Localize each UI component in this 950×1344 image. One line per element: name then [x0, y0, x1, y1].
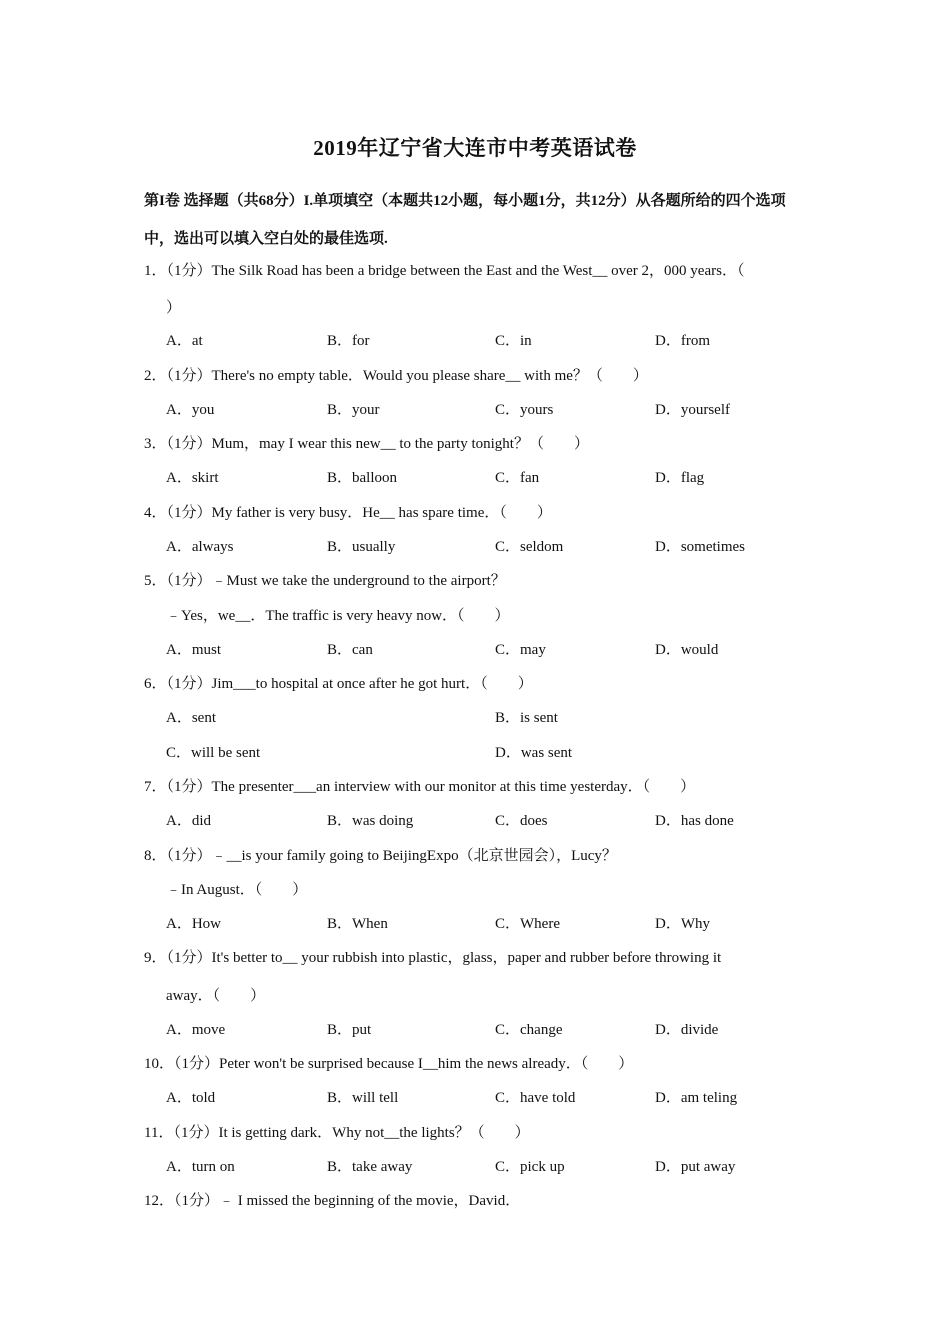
q10-option-c[interactable]: C．have told: [495, 1090, 576, 1106]
exam-title: 2019年辽宁省大连市中考英语试卷: [313, 136, 637, 160]
question-10-text: 10．（1分）Peter won't be surprised because I__him the news already．（ ）: [144, 1056, 634, 1072]
q8-option-b[interactable]: B．When: [327, 916, 388, 932]
question-5-text-cont: ﹣Yes，we__．The traffic is very heavy now．（ ）: [166, 608, 510, 624]
q7-option-b[interactable]: B．was doing: [327, 813, 414, 829]
q2-option-a[interactable]: A．you: [166, 402, 215, 418]
q9-option-c[interactable]: C．change: [495, 1022, 563, 1038]
q4-option-a[interactable]: A．always: [166, 539, 234, 555]
q4-option-d[interactable]: D．sometimes: [655, 539, 745, 555]
q3-option-c[interactable]: C．fan: [495, 470, 540, 486]
q9-option-b[interactable]: B．put: [327, 1022, 372, 1038]
q2-option-b[interactable]: B．your: [327, 402, 380, 418]
q7-option-a[interactable]: A．did: [166, 813, 212, 829]
q2-option-d[interactable]: D．yourself: [655, 402, 730, 418]
q10-option-b[interactable]: B．will tell: [327, 1090, 399, 1106]
q2-option-c[interactable]: C．yours: [495, 402, 554, 418]
q9-option-d[interactable]: D．divide: [655, 1022, 719, 1038]
q5-option-c[interactable]: C．may: [495, 642, 546, 658]
q8-option-d[interactable]: D．Why: [655, 916, 710, 932]
q6-option-d[interactable]: D．was sent: [495, 745, 573, 761]
question-9-text: 9．（1分）It's better to__ your rubbish into plastic，glass，paper and rubber before throwing it: [144, 950, 722, 966]
q11-option-d[interactable]: D．put away: [655, 1159, 736, 1175]
q6-option-c[interactable]: C．will be sent: [166, 745, 261, 761]
question-7-text: 7．（1分）The presenter___an interview with our monitor at this time yesterday．（ ）: [144, 779, 696, 795]
question-9-text-cont: away．（ ）: [166, 988, 266, 1004]
q5-option-a[interactable]: A．must: [166, 642, 222, 658]
question-8-text-cont: ﹣In August．（ ）: [166, 882, 308, 898]
q1-option-d[interactable]: D．from: [655, 333, 710, 349]
question-1-text-cont: ）: [166, 300, 182, 316]
q11-option-a[interactable]: A．turn on: [166, 1159, 235, 1175]
q1-option-a[interactable]: A．at: [166, 333, 203, 349]
q9-option-a[interactable]: A．move: [166, 1022, 226, 1038]
q1-option-b[interactable]: B．for: [327, 333, 370, 349]
q5-option-b[interactable]: B．can: [327, 642, 373, 658]
q11-option-c[interactable]: C．pick up: [495, 1159, 565, 1175]
q3-option-b[interactable]: B．balloon: [327, 470, 397, 486]
q4-option-c[interactable]: C．seldom: [495, 539, 564, 555]
q10-option-d[interactable]: D．am teling: [655, 1090, 738, 1106]
question-8-text: 8．（1分）﹣__is your family going to BeijingExpo（北京世园会），Lucy？: [144, 848, 617, 864]
section-heading: 第I卷 选择题（共68分）I.单项填空（本题共12小题，每小题1分，共12分）从各题所给的四个选项中，选出可以填入空白处的最佳选项.: [144, 193, 786, 247]
question-5-text: 5．（1分）﹣Must we take the underground to the airport？: [144, 573, 506, 589]
q6-option-a[interactable]: A．sent: [166, 710, 216, 726]
q8-option-a[interactable]: A．How: [166, 916, 221, 932]
q5-option-d[interactable]: D．would: [655, 642, 719, 658]
q6-option-b[interactable]: B．is sent: [495, 710, 558, 726]
question-6-text: 6．（1分）Jim___to hospital at once after he got hurt．（ ）: [144, 676, 533, 692]
question-3-text: 3．（1分）Mum，may I wear this new__ to the party tonight？（ ）: [144, 436, 589, 452]
q1-option-c[interactable]: C．in: [495, 333, 532, 349]
question-11-text: 11．（1分）It is getting dark．Why not__the lights？（ ）: [144, 1125, 530, 1141]
question-1-text: 1．（1分）The Silk Road has been a bridge between the East and the West__ over 2，000 years．（: [144, 263, 745, 279]
question-12-text: 12．（1分）﹣ I missed the beginning of the movie，David．: [144, 1193, 521, 1209]
q7-option-c[interactable]: C．does: [495, 813, 548, 829]
q4-option-b[interactable]: B．usually: [327, 539, 396, 555]
q3-option-a[interactable]: A．skirt: [166, 470, 219, 486]
q10-option-a[interactable]: A．told: [166, 1090, 216, 1106]
question-4-text: 4．（1分）My father is very busy．He__ has spare time．（ ）: [144, 505, 552, 521]
question-2-text: 2．（1分）There's no empty table．Would you please share__ with me？（ ）: [144, 368, 648, 384]
q8-option-c[interactable]: C．Where: [495, 916, 560, 932]
q11-option-b[interactable]: B．take away: [327, 1159, 413, 1175]
q3-option-d[interactable]: D．flag: [655, 470, 705, 486]
q7-option-d[interactable]: D．has done: [655, 813, 734, 829]
